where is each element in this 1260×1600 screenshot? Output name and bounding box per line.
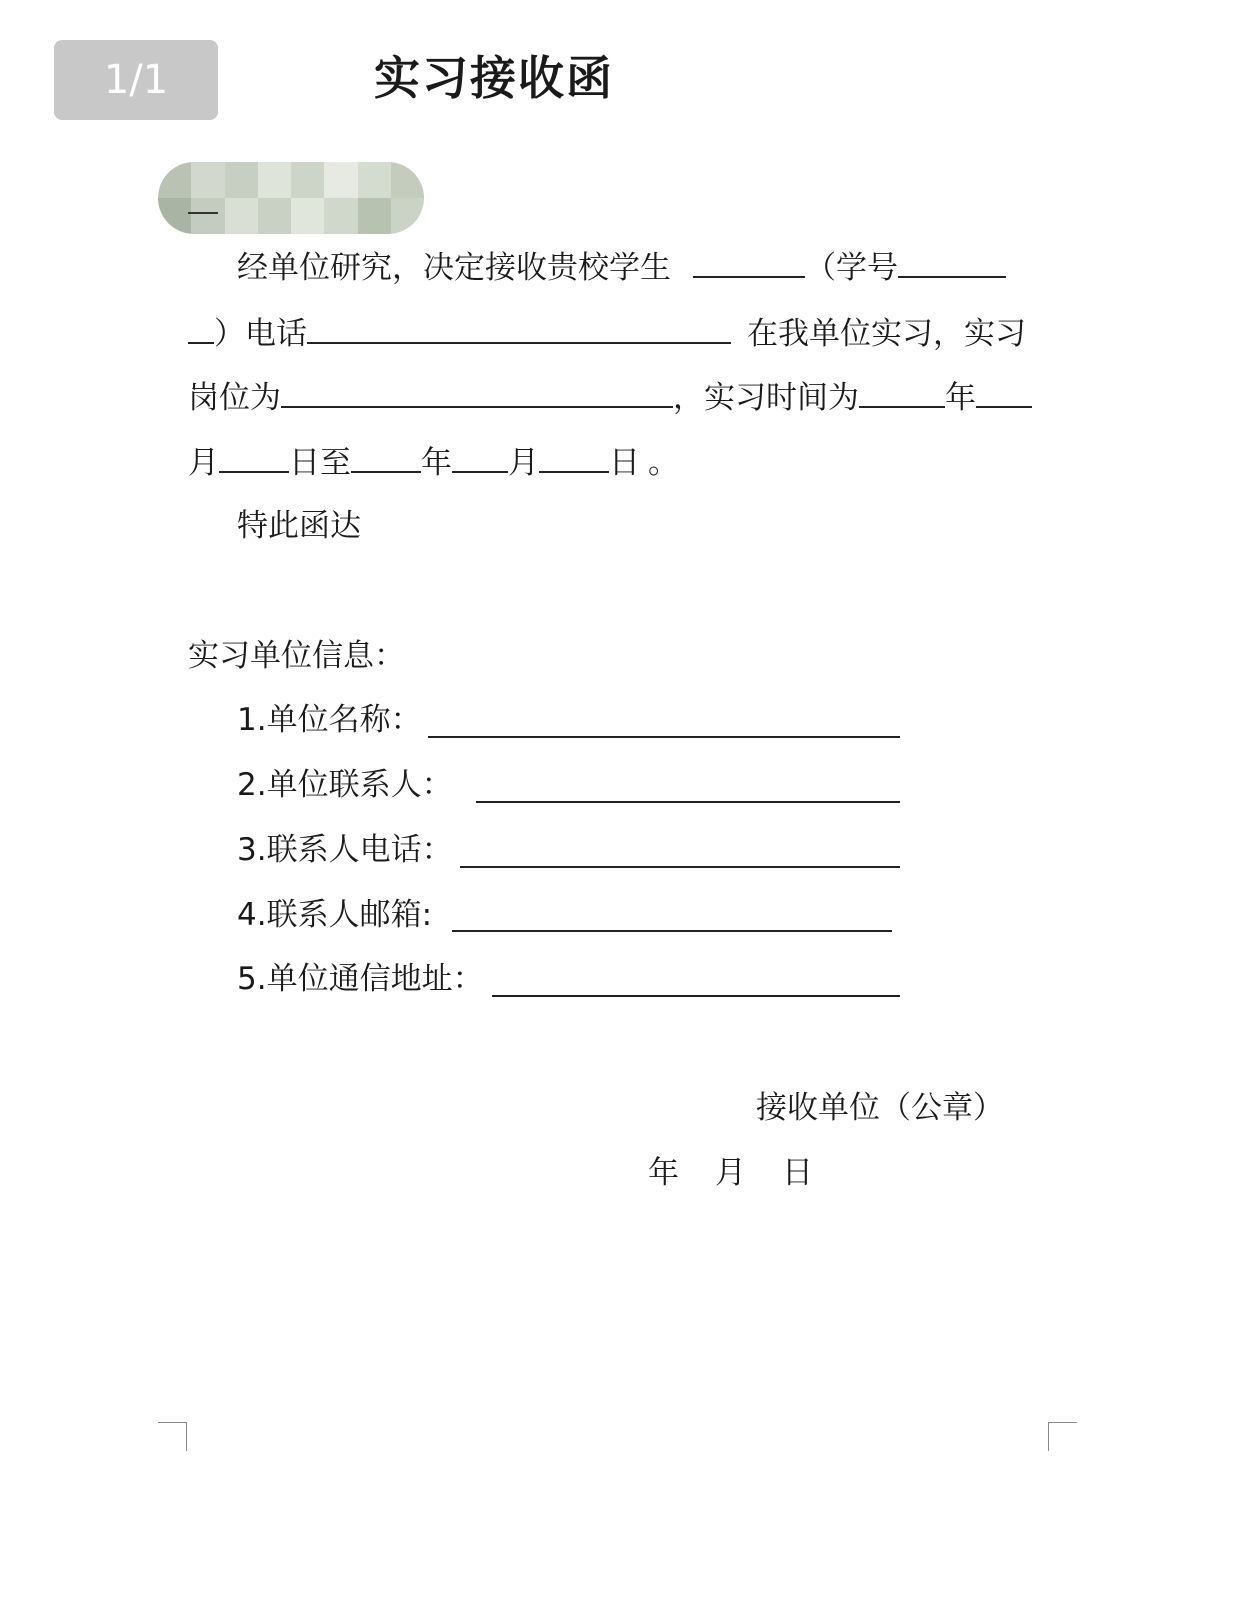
unit-contact-label: 2.单位联系人： (237, 767, 453, 803)
unit-info-heading: 实习单位信息： (188, 638, 405, 674)
contact-phone-label: 3.联系人电话： (237, 832, 453, 868)
position-label: 岗位为 (188, 380, 281, 416)
margin-corner-mark-right (1048, 1422, 1077, 1451)
start-day-label: 日 (289, 445, 320, 481)
closing-text: 特此函达 (237, 508, 361, 544)
start-month-label: 月 (188, 445, 219, 481)
unit-contact-blank (476, 801, 900, 803)
student-id-blank (898, 246, 1006, 278)
unit-address-label: 5.单位通信地址： (237, 961, 484, 997)
margin-corner-mark-left (158, 1422, 187, 1451)
position-blank (281, 376, 673, 408)
body-line-4 (188, 441, 679, 483)
phone-label: ）电话 (214, 316, 307, 352)
end-year-label: 年 (421, 445, 452, 481)
to-label: 至 (320, 445, 351, 481)
end-day-label: 日 (609, 445, 640, 481)
end-day-blank (539, 441, 609, 473)
intro-text: 经单位研究，决定接收贵校学生 (237, 250, 671, 286)
unit-address-blank (492, 995, 900, 997)
signature-year: 年 (648, 1155, 679, 1191)
unit-name-label: 1.单位名称： (237, 702, 422, 738)
internship-text: 在我单位实习，实习 (747, 316, 1026, 352)
page-indicator: 1/1 (54, 40, 218, 120)
body-line-3 (188, 376, 1032, 418)
body-line-1 (237, 246, 1006, 288)
student-id-blank-cont (188, 312, 214, 344)
end-month-label: 月 (508, 445, 539, 481)
period-mark: 。 (648, 445, 679, 481)
redacted-recipient (158, 162, 424, 234)
contact-email-label: 4.联系人邮箱: (237, 897, 433, 933)
body-line-2 (188, 312, 1026, 354)
seal-label: 接收单位（公章） (756, 1090, 1004, 1126)
student-id-label: （学号 (805, 250, 898, 286)
phone-blank (307, 312, 731, 344)
contact-phone-blank (460, 866, 900, 868)
start-month-blank (976, 376, 1032, 408)
contact-email-blank (452, 930, 892, 932)
student-name-blank (693, 246, 805, 278)
start-year-blank (859, 376, 945, 408)
recipient-underline (188, 212, 218, 214)
signature-day: 日 (782, 1155, 813, 1191)
signature-date (648, 1153, 813, 1193)
end-month-blank (452, 441, 508, 473)
start-day-blank (219, 441, 289, 473)
time-label: ，实习时间为 (673, 380, 859, 416)
document-title: 实习接收函 (374, 51, 614, 105)
end-year-blank (351, 441, 421, 473)
start-year-label: 年 (945, 380, 976, 416)
unit-name-blank (428, 736, 900, 738)
signature-month: 月 (715, 1155, 746, 1191)
